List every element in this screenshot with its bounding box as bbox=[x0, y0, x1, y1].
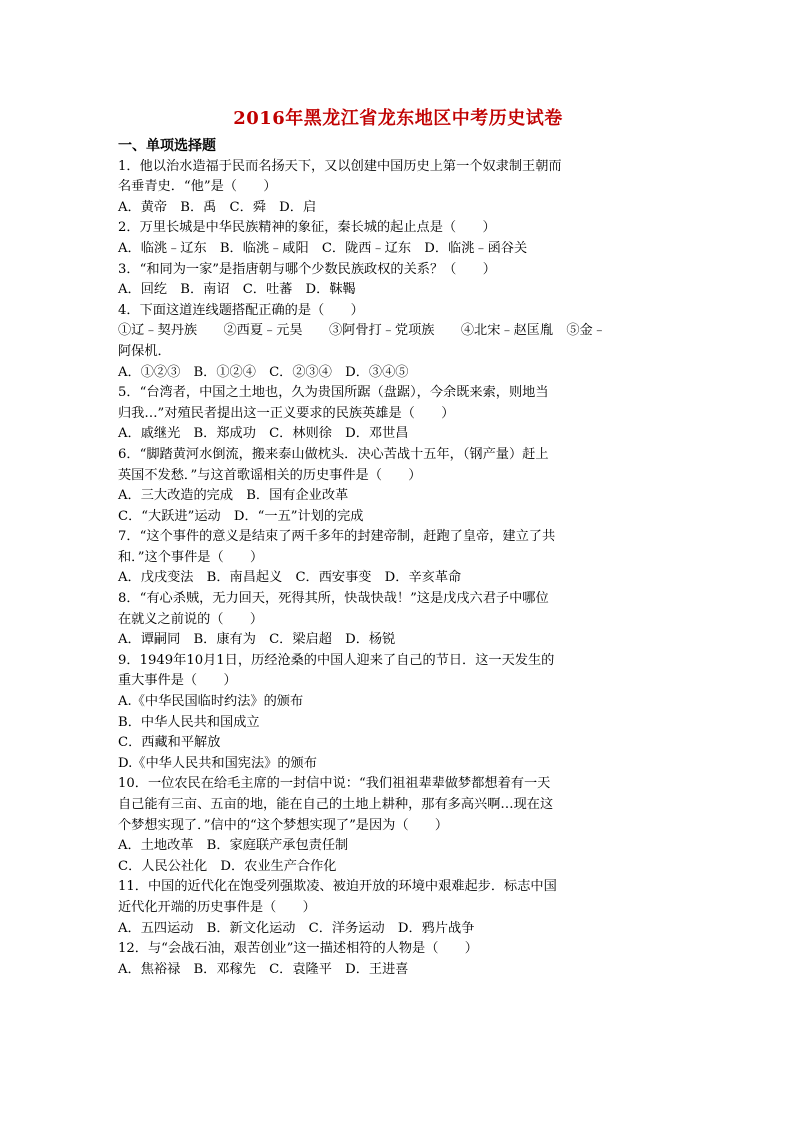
question-line: D.《中华人民共和国宪法》的颁布 bbox=[118, 755, 317, 771]
question-line: 个梦想实现了．”信中的“这个梦想实现了”是因为（ ） bbox=[118, 817, 449, 833]
exam-title: 2016年黑龙江省龙东地区中考历史试卷 bbox=[233, 108, 563, 129]
question-line: 和．”这个事件是（ ） bbox=[118, 549, 264, 565]
question-line: 2．万里长城是中华民族精神的象征，秦长城的起止点是（ ） bbox=[118, 220, 496, 236]
question-line: 近代化开端的历史事件是（ ） bbox=[118, 899, 316, 915]
question-line: A．三大改造的完成 B．国有企业改革 bbox=[118, 488, 349, 504]
question-line: 11．中国的近代化在饱受列强欺凌、被迫开放的环境中艰难起步．标志中国 bbox=[118, 879, 557, 895]
question-line: 英国不发愁．”与这首歌谣相关的历史事件是（ ） bbox=[118, 467, 422, 483]
question-line: 在就义之前说的（ ） bbox=[118, 611, 264, 627]
question-line: A.《中华民国临时约法》的颁布 bbox=[118, 694, 304, 710]
question-line: 9．1949年10月1日，历经沧桑的中国人迎来了自己的节日．这一天发生的 bbox=[118, 652, 555, 668]
question-line: A．五四运动 B．新文化运动 C．洋务运动 D．鸦片战争 bbox=[118, 920, 475, 936]
question-line: A．①②③ B．①②④ C．②③④ D．③④⑤ bbox=[118, 364, 409, 380]
question-line: 1．他以治水造福于民而名扬天下，又以创建中国历史上第一个奴隶制王朝而 bbox=[118, 158, 562, 174]
question-line: A．戊戌变法 B．南昌起义 C．西安事变 D．辛亥革命 bbox=[118, 570, 462, 586]
question-line: 阿保机． bbox=[118, 343, 171, 359]
question-line: 名垂青史．“他”是（ ） bbox=[118, 179, 277, 195]
question-line: 7．“这个事件的意义是结束了两千多年的封建帝制，赶跑了皇帝，建立了共 bbox=[118, 529, 556, 545]
question-line: A．戚继光 B．郑成功 C．林则徐 D．邓世昌 bbox=[118, 426, 409, 442]
question-line: A．临洮﹣辽东 B．临洮﹣咸阳 C．陇西﹣辽东 D．临洮﹣函谷关 bbox=[118, 240, 528, 256]
question-line: A．土地改革 B．家庭联产承包责任制 bbox=[118, 838, 349, 854]
question-line: 4．下面这道连线题搭配正确的是（ ） bbox=[118, 302, 364, 318]
question-line: 重大事件是（ ） bbox=[118, 673, 237, 689]
question-line: A．焦裕禄 B．邓稼先 C．袁隆平 D．王进喜 bbox=[118, 961, 409, 977]
question-line: 10．一位农民在给毛主席的一封信中说：“我们祖祖辈辈做梦都想着有一天 bbox=[118, 776, 551, 792]
question-line: A．黄帝 B．禹 C．舜 D．启 bbox=[118, 199, 317, 215]
exam-page bbox=[118, 106, 678, 980]
question-line: ①辽﹣契丹族 ②西夏﹣元昊 ③阿骨打﹣党项族 ④北宋﹣赵匡胤 ⑤金﹣ bbox=[118, 323, 606, 339]
question-line: 12．与“会战石油，艰苦创业”这一描述相符的人物是（ ） bbox=[118, 941, 478, 957]
question-line: B．中华人民共和国成立 bbox=[118, 714, 260, 730]
question-line: C．人民公社化 D．农业生产合作化 bbox=[118, 858, 337, 874]
question-line: 6．“脚踏黄河水倒流，搬来泰山做枕头．决心苦战十五年，（钢产量）赶上 bbox=[118, 446, 549, 462]
question-line: 3．“和同为一家”是指唐朝与哪个少数民族政权的关系？（ ） bbox=[118, 261, 496, 277]
question-line: C．“大跃进”运动 D．“一五”计划的完成 bbox=[118, 508, 364, 524]
question-line: C．西藏和平解放 bbox=[118, 735, 221, 751]
question-line: A．谭嗣同 B．康有为 C．梁启超 D．杨锐 bbox=[118, 632, 396, 648]
question-line: 自己能有三亩、五亩的地，能在自己的土地上耕种，那有多高兴啊…现在这 bbox=[118, 797, 554, 812]
question-line: 5．“台湾者，中国之土地也，久为贵国所踞（盘踞），今余既来索，则地当 bbox=[118, 385, 549, 401]
question-line: A．回纥 B．南诏 C．吐蕃 D．靺鞨 bbox=[118, 282, 356, 298]
question-line: 8．“有心杀贼，无力回天，死得其所，快哉快哉！”这是戊戌六君子中哪位 bbox=[118, 591, 549, 607]
section-heading: 一、单项选择题 bbox=[118, 138, 216, 154]
question-line: 归我…”对殖民者提出这一正义要求的民族英雄是（ ） bbox=[118, 405, 455, 421]
question-list bbox=[118, 157, 678, 981]
